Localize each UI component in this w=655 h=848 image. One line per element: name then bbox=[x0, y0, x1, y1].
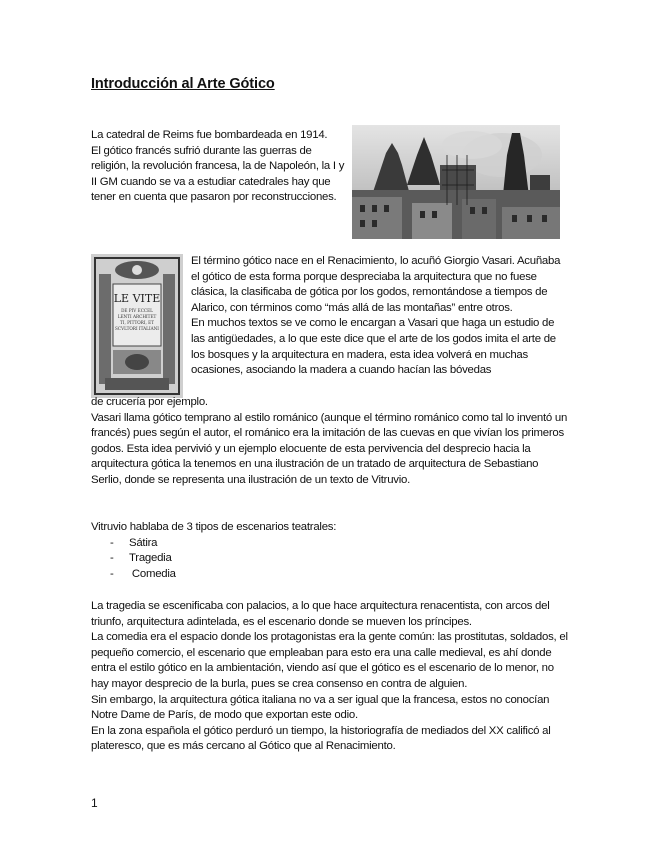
intro-text bbox=[91, 128, 349, 206]
page-title: Introducción al Arte Gótico bbox=[91, 76, 275, 92]
reims-cathedral-photo bbox=[352, 125, 560, 239]
paragraph-early-gothic: Vasari llama gótico temprano al estilo románico (aunque el término románico como tal lo inventó un francés) pues según el autor, el románico era la imitación de las cuevas en que vivían los primeros godos. Esta idea pervivió y un ejemplo elocuente de esta pervivencia del desprecio hacia la arquitectura gótica la tenemos en una ilustración de un tratado de arquitectura de Sebastiano Serlio, donde se representa una ilustración de un texto de Vitruvio. bbox=[91, 411, 568, 486]
paragraph-comedia: La comedia era el espacio donde los protagonistas era la gente común: las prostitutas, soldados, el pequeño comercio, el escenario que empleaban para esto era una calle medieval, es ahí donde entra el estilo gótico en la ambientación, viendo así que el gótico es el escenario de lo menor, no hay mayor desprecio de la burla, pues se crea consenso en contra de alguien. bbox=[91, 631, 568, 690]
page-number: 1 bbox=[91, 796, 98, 810]
book-subtitle-line: LENTI ARCHITET bbox=[117, 314, 157, 319]
vasari-text bbox=[191, 254, 566, 379]
vitruvio-section bbox=[91, 520, 571, 582]
list-item: - Comedia bbox=[91, 567, 571, 583]
paragraph-spanish-gothic: En la zona española el gótico perduró un tiempo, la historiografía de mediados del XX calificó al plateresco, que es más cercano al Gótico que al Renacimiento. bbox=[91, 724, 551, 753]
book-subtitle-line: SCVLTORI ITALIANI bbox=[115, 326, 159, 331]
book-subtitle-line: DE PIV ECCEL bbox=[121, 308, 153, 313]
list-item: - Tragedia bbox=[91, 551, 571, 567]
continuation-text bbox=[91, 395, 571, 489]
paragraph-antiquities: En muchos textos se ve como le encargan a Vasari que haga un estudio de las antigüedades, a lo que este dice que el arte de los godos imita el arte de los bosques y la arquitectura en madera, esta idea volverá en muchas ocasiones, asociando la madera a cuando hacían las bóvedas bbox=[191, 317, 556, 377]
paragraph-vitruvio: Vitruvio hablaba de 3 tipos de escenarios teatrales: bbox=[91, 521, 337, 533]
paragraph-term-gothic: El término gótico nace en el Renacimiento, lo acuñó Giorgio Vasari. Acuñaba el gótico de esta forma porque despreciaba la arquitectura que no fuese clásica, la clasificaba de gótica por los godos, remontándose a tiempos de Alarico, con términos como “más allá de las montañas” entre otros. bbox=[191, 255, 561, 314]
closing-text bbox=[91, 599, 571, 755]
paragraph-italian-gothic: Sin embargo, la arquitectura gótica italiana no va a ser igual que la francesa, estos no conocían Notre Dame de París, de modo que exportan este odio. bbox=[91, 693, 550, 722]
scenario-list bbox=[91, 536, 571, 583]
list-item: - Sátira bbox=[91, 536, 571, 552]
book-title-text: LE VITE bbox=[113, 292, 161, 305]
paragraph-cruceria: de crucería por ejemplo. bbox=[91, 396, 208, 408]
book-subtitle-line: TI, PITTORI, ET bbox=[120, 320, 154, 325]
paragraph-french-gothic: El gótico francés sufrió durante las guerras de religión, la revolución francesa, la de Napoleón, la I y II GM cuando se va a estudiar catedrales hay que tener en cuenta que pasaron por reconstrucciones. bbox=[91, 144, 345, 204]
paragraph-reims: La catedral de Reims fue bombardeada en 1914. bbox=[91, 129, 328, 141]
vasari-book-cover bbox=[91, 254, 183, 398]
paragraph-tragedia: La tragedia se escenificaba con palacios, a lo que hace arquitectura renacentista, con arcos del triunfo, arquitectura adintelada, es el escenario donde se mueven los príncipes. bbox=[91, 600, 550, 628]
